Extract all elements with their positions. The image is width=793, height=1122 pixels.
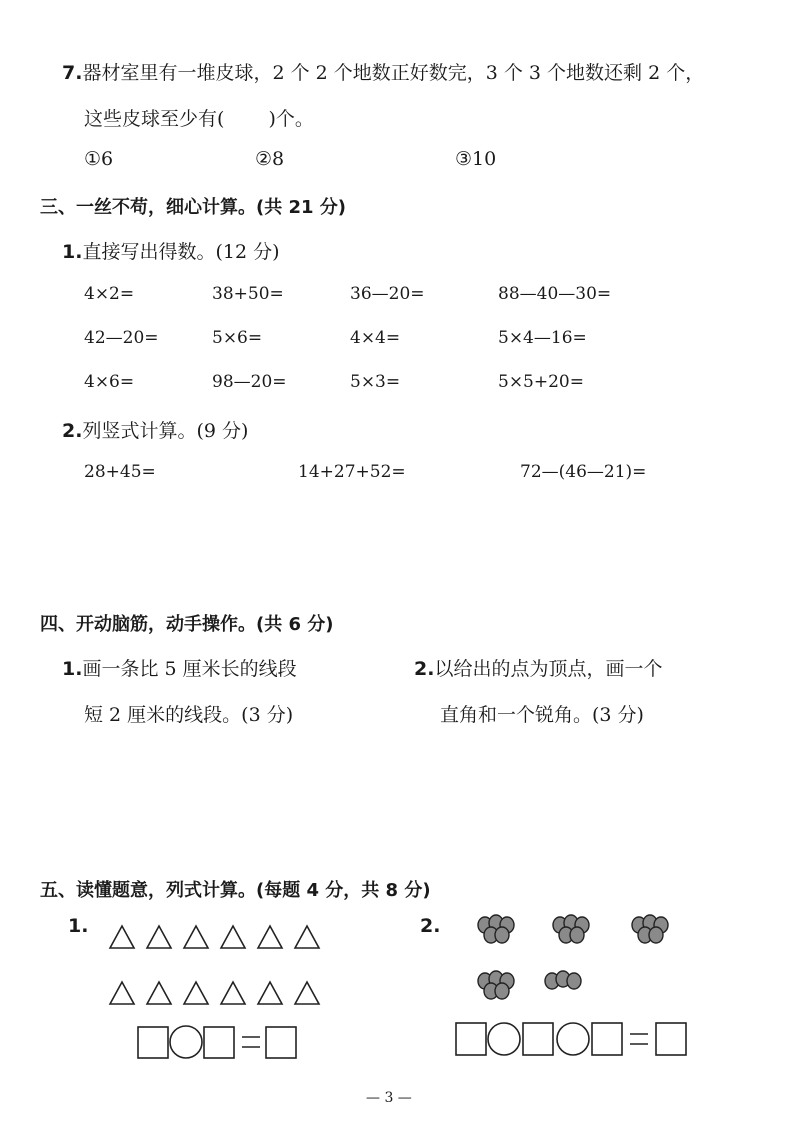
triangle-icon [295,926,319,948]
q7-option-3: ③10 [455,148,497,170]
triangle-icon [221,926,245,948]
s3-part1-title: 直接写出得数。(12 分) [82,241,280,263]
fruit-cluster [478,971,514,999]
calc-r3-c2: 98—20= [212,372,287,392]
fruit-icon [484,983,498,999]
fruit-icon [553,917,567,933]
fruit-icon [489,971,503,987]
calc-r3-c4: 5×5+20= [498,372,584,392]
calc-r3-c3: 5×3= [350,372,401,392]
fruit-icon [632,917,646,933]
fruit-icon [500,973,514,989]
triangle-icon [110,926,134,948]
s3-part2-heading [62,416,248,443]
s4-q1-line2: 短 2 厘米的线段。(3 分) [84,704,294,726]
fruit-icon [495,983,509,999]
answer-box [204,1027,234,1058]
s4-q1-line1 [62,654,297,681]
triangle-icon [221,982,245,1004]
calc-r2-c1: 42—20= [84,328,159,348]
fruit-icon [654,917,668,933]
triangle-icon [110,982,134,1004]
q7-line1 [62,58,704,85]
triangle-icon [258,982,282,1004]
fruit-icon [489,915,503,931]
section4-title: 四、开动脑筋，动手操作。(共 6 分) [40,614,334,635]
fruit-cluster [545,971,581,989]
fruit-icon [495,927,509,943]
fruit-icon [564,915,578,931]
fruit-icon [638,927,652,943]
fruit-icon [478,917,492,933]
fruit-cluster [632,915,668,943]
q7-option-1: ①6 [84,148,114,170]
vertical-calc-3: 72—(46—21)= [520,462,647,482]
s5-q1-number: 1. [68,915,89,937]
answer-box [656,1023,686,1055]
section3-title: 三、一丝不苟，细心计算。(共 21 分) [40,197,347,218]
q7-text-line1: 器材室里有一堆皮球，2 个 2 个地数正好数完，3 个 3 个地数还剩 2 个， [82,62,705,84]
q7-line2: 这些皮球至少有( )个。 [84,108,314,130]
triangle-icon [258,926,282,948]
fruit-icon [559,927,573,943]
triangle-icon [147,926,171,948]
s3-part2-number: 2. [62,420,83,442]
triangle-icon [184,926,208,948]
triangle-icon [147,982,171,1004]
fruit-cluster [553,915,589,943]
calc-r1-c1: 4×2= [84,284,135,304]
fruit-icon [575,917,589,933]
s5-q2-number: 2. [420,915,441,937]
fruit-icon [649,927,663,943]
calc-r1-c4: 88—40—30= [498,284,612,304]
calc-r2-c3: 4×4= [350,328,401,348]
s4-q2-line1 [414,654,662,681]
calc-r3-c1: 4×6= [84,372,135,392]
s3-part1-heading [62,237,280,264]
s4-q1-text1: 画一条比 5 厘米长的线段 [82,658,297,680]
s4-q1-number: 1. [62,658,83,680]
fruit-icon [545,973,559,989]
fruit-icon [567,973,581,989]
vertical-calc-2: 14+27+52= [298,462,406,482]
q7-option-2: ②8 [255,148,285,170]
fruit-icon [556,971,570,987]
answer-box [592,1023,622,1055]
s4-q2-number: 2. [414,658,435,680]
triangle-icon [184,982,208,1004]
vertical-calc-1: 28+45= [84,462,156,482]
fruit-icon [570,927,584,943]
fruit-cluster [478,915,514,943]
operator-circle [170,1026,202,1058]
operator-circle [488,1023,520,1055]
section5-title: 五、读懂题意，列式计算。(每题 4 分，共 8 分) [40,880,431,901]
s3-part2-title: 列竖式计算。(9 分) [82,420,249,442]
answer-box [138,1027,168,1058]
page-number: — 3 — [366,1090,412,1106]
s4-q2-text1: 以给出的点为顶点，画一个 [434,658,663,680]
answer-box [456,1023,486,1055]
fruit-icon [643,915,657,931]
s3-part1-number: 1. [62,241,83,263]
q7-number: 7. [62,62,83,84]
calc-r1-c3: 36—20= [350,284,425,304]
triangle-icon [295,982,319,1004]
calc-r2-c4: 5×4—16= [498,328,587,348]
fruit-icon [500,917,514,933]
answer-box [266,1027,296,1058]
calc-r2-c2: 5×6= [212,328,263,348]
answer-box [523,1023,553,1055]
calc-r1-c2: 38+50= [212,284,284,304]
operator-circle [557,1023,589,1055]
s4-q2-line2: 直角和一个锐角。(3 分) [440,704,644,726]
fruit-icon [478,973,492,989]
fruit-icon [484,927,498,943]
